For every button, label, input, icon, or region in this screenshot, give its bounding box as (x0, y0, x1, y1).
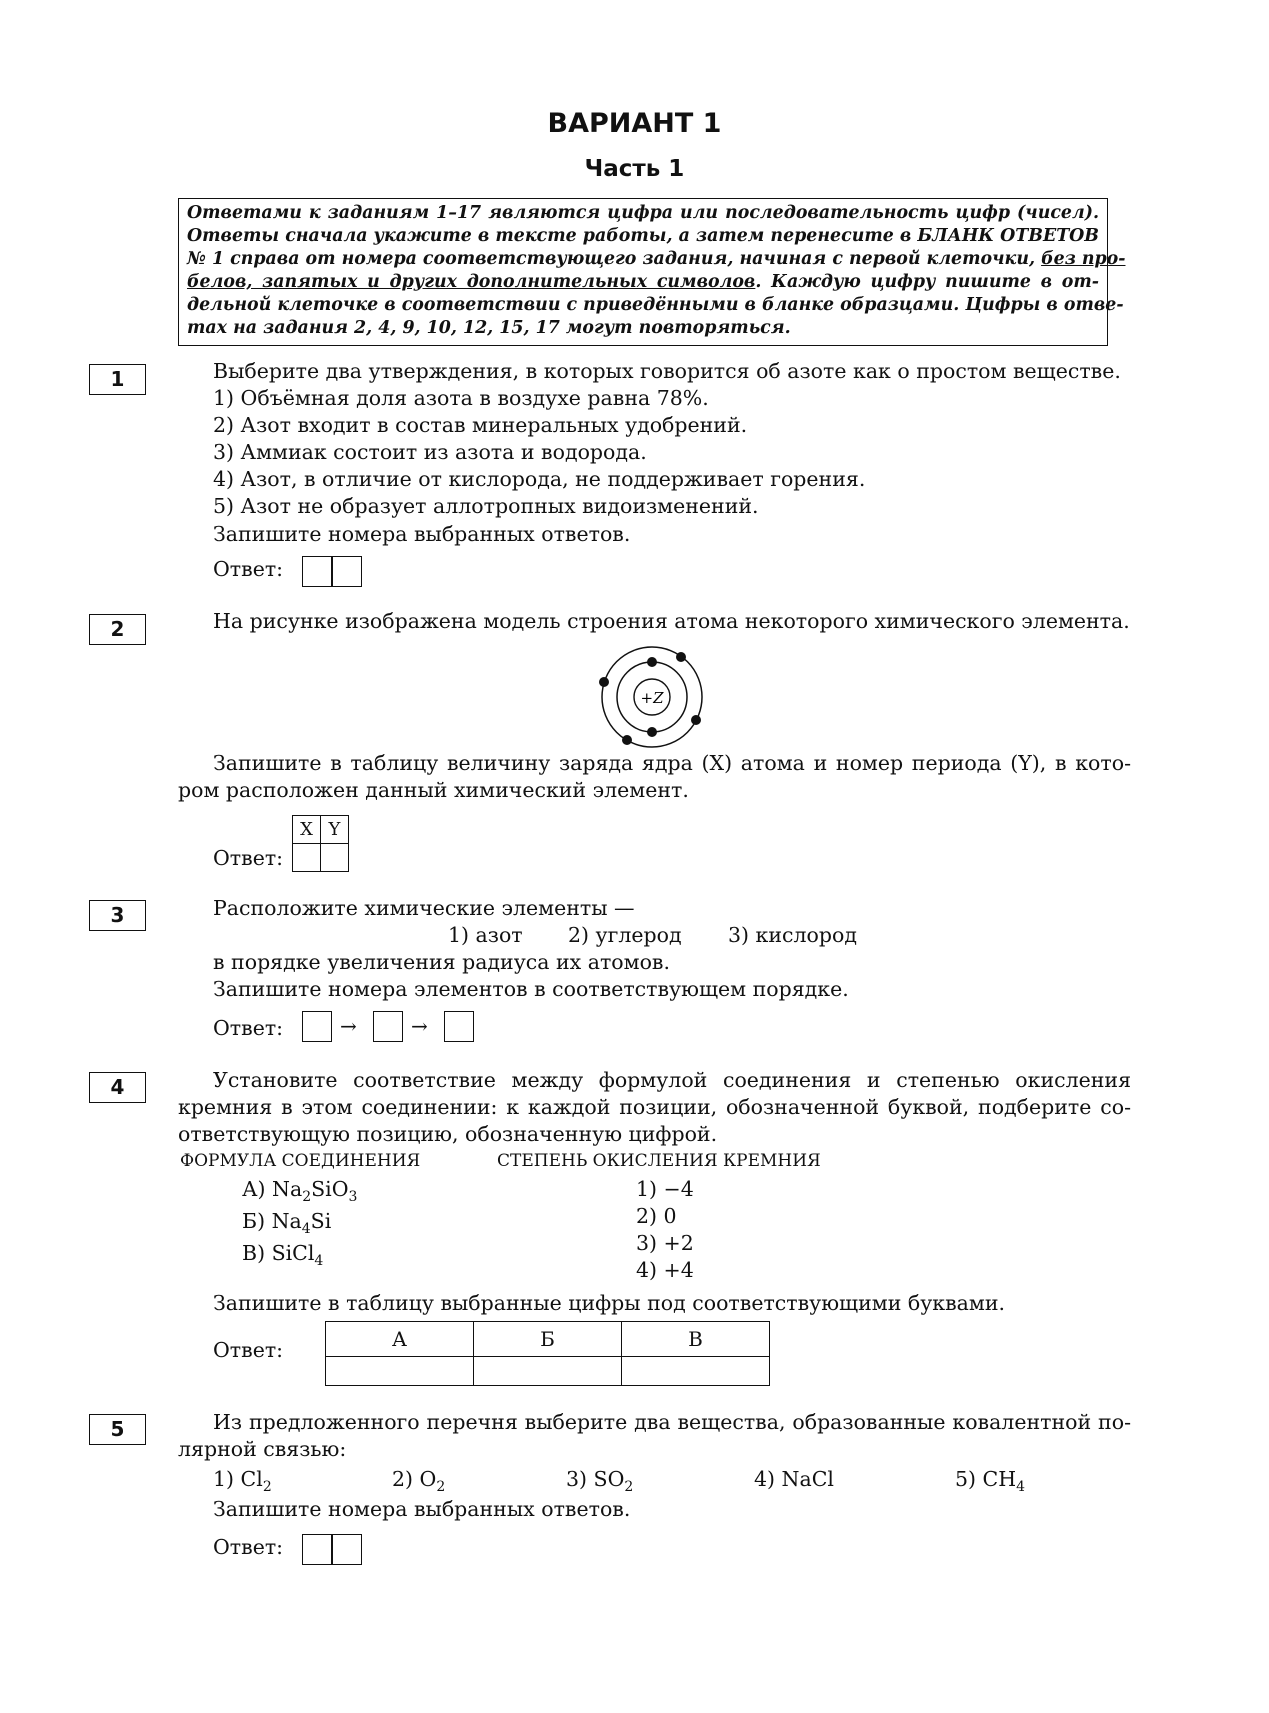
q4-text-line-1: Установите соответствие между формулой соединения и степенью окисления (213, 1068, 1131, 1092)
q2-text-line-2: ром расположен данный химический элемент. (178, 778, 689, 802)
q4-option-2: 2) 0 (636, 1204, 677, 1228)
q4-answer-cell-v[interactable] (622, 1357, 770, 1386)
instructions-line: Ответы сначала укажите в тексте работы, а затем перенесите в БЛАНК ОТВЕТОВ (187, 226, 1099, 246)
q4-option-3: 3) +2 (636, 1231, 694, 1255)
q4-answer-label: Ответ: (213, 1338, 284, 1362)
question-number-4: 4 (89, 1072, 146, 1103)
q1-answer-cell-2[interactable] (331, 556, 362, 587)
question-number-5: 5 (89, 1414, 146, 1445)
q5-option-5: 5) $CH_4$ (955, 1467, 1026, 1495)
q1-instruction: Запишите номера выбранных ответов. (213, 522, 631, 546)
electron (622, 735, 632, 745)
q2-answer-table (292, 815, 349, 872)
q4-formula-b: Б) $Na_4Si$ (242, 1209, 332, 1237)
q2-answer-label: Ответ: (213, 846, 284, 870)
q4-header-b: Б (474, 1322, 622, 1357)
instructions-underlined: белов, запятых и других дополнительных символов (187, 272, 756, 292)
instructions-line (187, 248, 1126, 271)
q3-element-1: 1) азот (448, 923, 523, 947)
instructions-line: дельной клеточке в соответствии с приведёнными в бланке образцами. Цифры в отве- (187, 295, 1124, 315)
q1-answer-cell-1[interactable] (302, 556, 333, 587)
q5-option-2: 2) $O_2$ (392, 1467, 446, 1495)
q5-answer-cell-1[interactable] (302, 1534, 333, 1565)
q3-arrow: → (340, 1014, 357, 1038)
electron (647, 727, 657, 737)
q3-text-line-1: в порядке увеличения радиуса их атомов. (213, 950, 670, 974)
q2-col-x: X (293, 816, 321, 844)
q1-option-1: 1) Объёмная доля азота в воздухе равна 78%. (213, 386, 709, 410)
q4-option-4: 4) +4 (636, 1258, 694, 1282)
q5-text-line-1: Из предложенного перечня выберите два вещества, образованные ковалентной по- (213, 1410, 1131, 1434)
instructions-line: тах на задания 2, 4, 9, 10, 12, 15, 17 могут повторяться. (187, 318, 791, 338)
q3-answer-cell-3[interactable] (444, 1011, 474, 1042)
q3-stem: Расположите химические элементы — (213, 896, 635, 920)
q1-answer-label: Ответ: (213, 557, 284, 581)
q4-header-v: В (622, 1322, 770, 1357)
q5-text-line-2: лярной связью: (178, 1437, 347, 1461)
question-number-3: 3 (89, 900, 146, 931)
q2-col-y: Y (321, 816, 349, 844)
q4-header-a: А (326, 1322, 474, 1357)
instructions-fragment: № 1 справа от номера соответствующего задания, начиная с первой клеточки, (187, 249, 1042, 269)
question-number-2: 2 (89, 614, 146, 645)
q1-option-2: 2) Азот входит в состав минеральных удобрений. (213, 413, 748, 437)
q4-instruction: Запишите в таблицу выбранные цифры под соответствующими буквами. (213, 1291, 1006, 1315)
q4-answer-cell-b[interactable] (474, 1357, 622, 1386)
q4-text-line-3: ответствующую позицию, обозначенную цифрой. (178, 1122, 718, 1146)
q4-column-header-formula: ФОРМУЛА СОЕДИНЕНИЯ (180, 1151, 421, 1171)
q5-answer-cell-2[interactable] (331, 1534, 362, 1565)
q3-text-line-2: Запишите номера элементов в соответствующем порядке. (213, 977, 849, 1001)
q4-answer-cell-a[interactable] (326, 1357, 474, 1386)
instructions-fragment: . Каждую цифру пишите в от- (755, 272, 1099, 292)
instructions-box (178, 198, 1126, 346)
page-subtitle: Часть 1 (584, 156, 685, 182)
electron (647, 657, 657, 667)
q3-answer-cell-2[interactable] (373, 1011, 403, 1042)
q4-column-header-oxidation: СТЕПЕНЬ ОКИСЛЕНИЯ КРЕМНИЯ (497, 1151, 821, 1171)
q2-answer-cell-y[interactable] (321, 844, 349, 872)
electron (691, 715, 701, 725)
instructions-line: Ответами к заданиям 1–17 являются цифра или последовательность цифр (чисел). (187, 203, 1099, 223)
q2-text-line-1: Запишите в таблицу величину заряда ядра (X) атома и номер периода (Y), в кото- (213, 751, 1131, 775)
q4-text-line-2: кремния в этом соединении: к каждой позиции, обозначенной буквой, подберите со- (178, 1095, 1131, 1119)
q4-answer-table (325, 1321, 770, 1386)
electron (676, 652, 686, 662)
q5-answer-label: Ответ: (213, 1535, 284, 1559)
page-title: ВАРИАНТ 1 (547, 108, 722, 139)
q5-option-3: 3) $SO_2$ (566, 1467, 634, 1495)
q1-stem: Выберите два утверждения, в которых говорится об азоте как о простом веществе. (213, 359, 1121, 383)
atom-model-diagram (595, 642, 715, 752)
instructions-line (187, 271, 1099, 294)
instructions-underlined: без про- (1041, 249, 1126, 269)
q5-option-4: 4) NaCl (754, 1467, 834, 1491)
q3-answer-label: Ответ: (213, 1016, 284, 1040)
question-number-1: 1 (89, 364, 146, 395)
q3-element-3: 3) кислород (728, 923, 857, 947)
nucleus-charge: +Z (640, 689, 664, 707)
q3-element-2: 2) углерод (568, 923, 682, 947)
q1-option-3: 3) Аммиак состоит из азота и водорода. (213, 440, 647, 464)
q4-formula-v: В) SiCl$_4$ (242, 1241, 324, 1269)
q2-answer-cell-x[interactable] (293, 844, 321, 872)
q1-option-5: 5) Азот не образует аллотропных видоизменений. (213, 494, 759, 518)
q1-option-4: 4) Азот, в отличие от кислорода, не поддерживает горения. (213, 467, 866, 491)
q5-instruction: Запишите номера выбранных ответов. (213, 1497, 631, 1521)
q4-formula-a: А) $Na_2SiO_3$ (242, 1177, 358, 1205)
q4-option-1: 1) −4 (636, 1177, 694, 1201)
q3-answer-cell-1[interactable] (302, 1011, 332, 1042)
q3-arrow: → (411, 1014, 428, 1038)
q2-stem: На рисунке изображена модель строения атома некоторого химического элемента. (213, 609, 1130, 633)
electron (599, 677, 609, 687)
q5-option-1: 1) $Cl_2$ (213, 1467, 272, 1495)
